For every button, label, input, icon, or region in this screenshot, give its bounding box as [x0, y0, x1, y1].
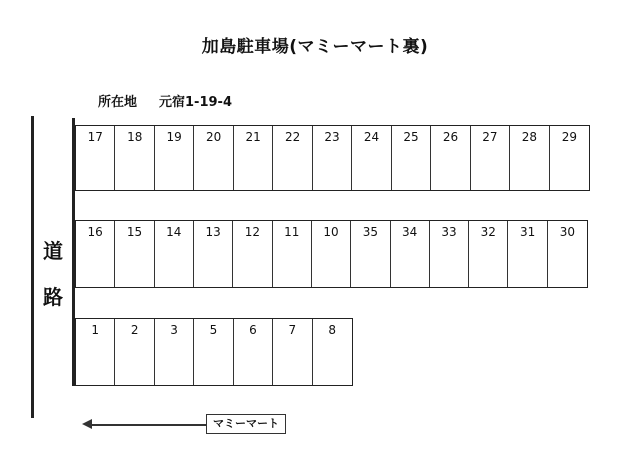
parking-stall: 7 [273, 319, 312, 385]
parking-stall: 25 [392, 126, 431, 190]
parking-stall: 20 [194, 126, 233, 190]
parking-stall: 10 [312, 221, 351, 287]
address-label: 所在地 [98, 95, 138, 110]
parking-stall: 24 [352, 126, 391, 190]
parking-stall: 14 [155, 221, 194, 287]
parking-row-bottom [75, 318, 353, 386]
parking-stall: 3 [155, 319, 194, 385]
parking-stall: 5 [194, 319, 233, 385]
parking-stall: 11 [273, 221, 312, 287]
parking-row-top [75, 125, 590, 191]
parking-stall: 1 [76, 319, 115, 385]
address [98, 91, 232, 110]
direction-label: マミーマート [206, 414, 286, 434]
address-value: 元宿1-19-4 [159, 95, 232, 110]
parking-stall: 26 [431, 126, 470, 190]
page-title: 加島駐車場(マミーマート裏) [201, 37, 429, 57]
parking-stall: 22 [273, 126, 312, 190]
parking-row-middle [75, 220, 588, 288]
road-label-char: 路 [43, 285, 63, 309]
road-line [31, 116, 34, 418]
road-label-char: 道 [43, 239, 63, 263]
parking-stall: 12 [233, 221, 272, 287]
parking-stall: 15 [115, 221, 154, 287]
parking-stall: 29 [561, 130, 577, 144]
parking-stall: 30 [559, 225, 576, 239]
parking-stall: 8 [328, 323, 337, 337]
parking-stall: 2 [115, 319, 154, 385]
parking-stall: 19 [155, 126, 194, 190]
parking-stall: 13 [194, 221, 233, 287]
parking-stall: 35 [351, 221, 390, 287]
parking-stall: 16 [76, 221, 115, 287]
parking-stall: 23 [313, 126, 352, 190]
parking-stall: 18 [115, 126, 154, 190]
parking-stall: 33 [430, 221, 469, 287]
parking-stall: 34 [391, 221, 430, 287]
arrow-line [90, 424, 206, 426]
parking-stall: 21 [234, 126, 273, 190]
parking-stall: 32 [469, 221, 508, 287]
parking-stall: 28 [510, 126, 549, 190]
parking-stall: 31 [508, 221, 547, 287]
parking-stall: 17 [76, 126, 115, 190]
road-label [38, 228, 68, 320]
parking-stall: 6 [234, 319, 273, 385]
parking-stall: 27 [471, 126, 510, 190]
